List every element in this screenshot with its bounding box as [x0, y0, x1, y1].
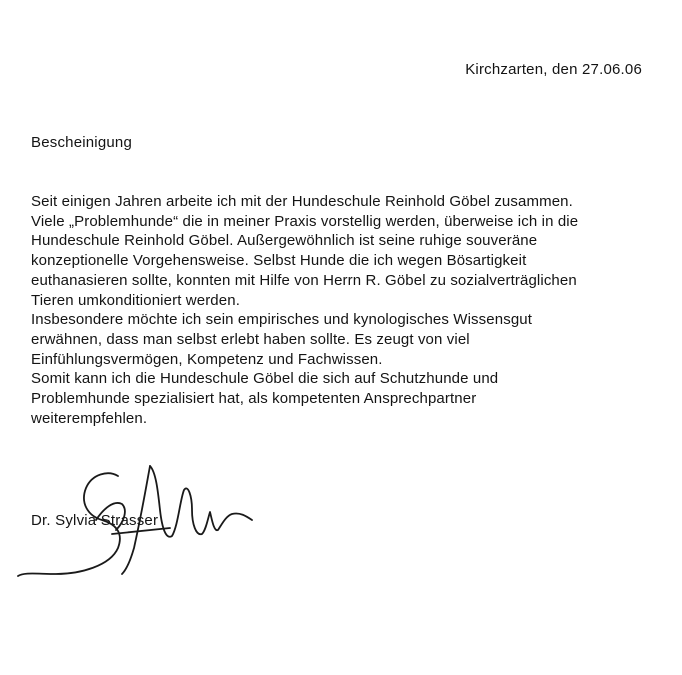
place-and-date: Kirchzarten, den 27.06.06	[465, 61, 642, 78]
body-line: Somit kann ich die Hundeschule Göbel die sich auf Schutzhunde und	[31, 370, 499, 388]
body-line: Einfühlungsvermögen, Kompetenz und Fachwissen.	[31, 350, 383, 368]
signature-stroke	[150, 466, 252, 537]
body-line: Viele „Problemhunde“ die in meiner Praxis vorstellig werden, überweise ich in die	[31, 212, 579, 230]
body-line: Seit einigen Jahren arbeite ich mit der Hundeschule Reinhold Göbel zusammen.	[31, 193, 573, 210]
body-line: weiterempfehlen.	[31, 409, 148, 427]
body-line: Insbesondere möchte ich sein empirisches und kynologisches Wissensgut	[31, 311, 533, 329]
letter-body	[31, 192, 651, 428]
body-line: konzeptionelle Vorgehensweise. Selbst Hunde die ich wegen Bösartigkeit	[31, 252, 527, 270]
body-line: Problemhunde spezialisiert hat, als kompetenten Ansprechpartner	[31, 390, 477, 408]
body-line: erwähnen, dass man selbst erlebt haben sollte. Es zeugt von viel	[31, 330, 470, 348]
signer-name: Dr. Sylvia Strasser	[31, 512, 159, 529]
body-line: Tieren umkonditioniert werden.	[31, 291, 240, 309]
body-line: Hundeschule Reinhold Göbel. Außergewöhnlich ist seine ruhige souveräne	[31, 232, 538, 250]
body-line: euthanasieren sollte, konnten mit Hilfe von Herrn R. Göbel zu sozialverträglichen	[31, 271, 577, 289]
letter-heading: Bescheinigung	[31, 134, 133, 151]
